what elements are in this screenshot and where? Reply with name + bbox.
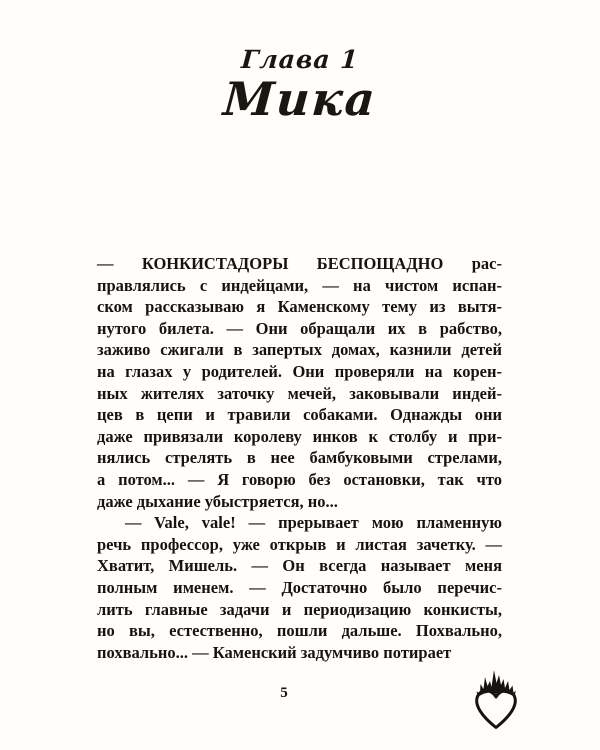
text-line: лить главные задачи и периодизацию конкисты, [97,599,502,619]
text-line: похвально... — Каменский задумчиво потирает [97,642,452,662]
flaming-heart-icon [468,667,524,731]
text-line: ных жителях заточку мечей, заковывали индей- [97,383,502,403]
chapter-title: Мика [221,72,379,126]
text-line: даже дыхание убыстряется, но... [97,491,338,511]
text-line: а потом... — Я говорю без остановки, так что [97,469,502,489]
text-line: речь профессор, уже открыв и листая зачетку. — [97,534,502,554]
text-line: заживо сжигали в запертых домах, казнили детей [97,340,502,360]
text-line: нялись стрелять в нее бамбуковыми стрелами, [97,448,502,468]
text-line: Хватит, Мишель. — Он всегда называет меня [97,556,502,576]
page-number: 5 [280,685,288,701]
text-line: даже привязали королеву инков к столбу и при- [97,426,502,446]
text-line: — Vale, vale! — прерывает мою пламенную [125,513,502,533]
chapter-label: Глава 1 [240,45,360,74]
text-line: — КОНКИСТАДОРЫ БЕСПОЩАДНО рас- [97,254,502,273]
text-line: ском рассказываю я Каменскому тему из вытя- [97,297,502,317]
chapter-heading [0,46,600,124]
text-line: нутого билета. — Они обращали их в рабство, [97,318,502,338]
text-line: но вы, естественно, пошли дальше. Похвально, [97,621,502,641]
text-line: на глазах у родителей. Они проверяли на корен- [97,361,502,381]
text-line: правлялись с индейцами, — на чистом испан- [97,275,502,295]
text-line: полным именем. — Достаточно было перечис- [97,577,502,597]
body-text [97,253,502,663]
text-line: цев в цепи и травили собаками. Однажды они [97,405,502,425]
